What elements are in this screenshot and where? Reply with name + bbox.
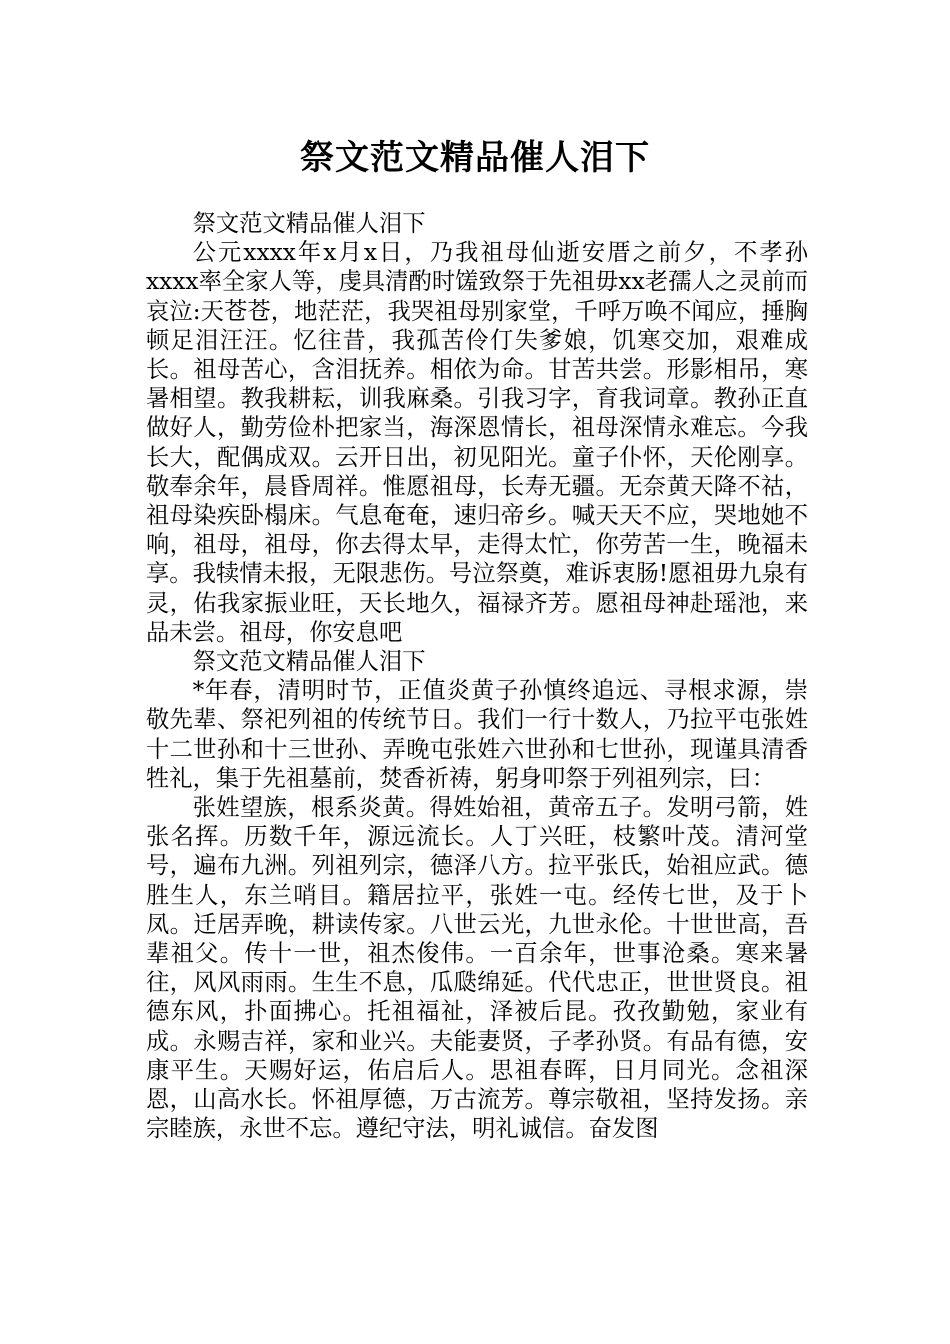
document-body — [146, 209, 808, 1144]
paragraph: 张姓望族，根系炎黄。得姓始祖，黄帝五子。发明弓箭，姓张名挥。历数千年，源远流长。人丁兴旺，枝繁叶茂。清河堂号，遍布九洲。列祖列宗，德泽八方。拉平张氏，始祖应武。德胜生人，东兰哨目。籍居拉平，张姓一屯。经传七世，及于卜凤。迁居弄晚，耕读传家。八世云光，九世永伦。十世世高，吾辈祖父。传十一世，祖杰俊伟。一百余年，世事沧桑。寒来暑往，风风雨雨。生生不息，瓜瓞绵延。代代忠正，世世贤良。祖德东风，扑面拂心。托祖福祉，泽被后昆。孜孜勤勉，家业有成。永赐吉祥，家和业兴。夫能妻贤，子孝孙贤。有品有德，安康平生。天赐好运，佑启后人。思祖春晖，日月同光。念祖深恩，山高水长。怀祖厚德，万古流芳。尊宗敬祖，坚持发扬。亲宗睦族，永世不忘。遵纪守法，明礼诚信。奋发图 — [146, 794, 808, 1143]
paragraph: 公元xxxx年x月x日，乃我祖母仙逝安厝之前夕，不孝孙xxxx率全家人等，虔具清酌时馐致祭于先祖毋xx老孺人之灵前而哀泣:天苍苍，地茫茫，我哭祖母别家堂，千呼万唤不闻应，捶胸顿足泪汪汪。忆往昔，我孤苦伶仃失爹娘，饥寒交加，艰难成长。祖母苦心，含泪抚养。相依为命。甘苦共尝。形影相吊，寒暑相望。教我耕耘，训我麻桑。引我习字，育我词章。教孙正直做好人，勤劳俭朴把家当，海深恩情长，祖母深情永难忘。今我长大，配偶成双。云开日出，初见阳光。童子仆怀，天伦刚享。敬奉余年，晨昏周祥。惟愿祖母，长寿无疆。无奈黄天降不祜，祖母染疾卧榻床。气息奄奄，速归帝乡。喊天天不应，哭地她不响，祖母，祖母，你去得太早，走得太忙，你劳苦一生，晚福未享。我犊情未报，无限悲伤。号泣祭奠，难诉衷肠!愿祖毋九泉有灵，佑我家振业旺，天长地久，福禄齐芳。愿祖母神赴瑶池，来品未尝。祖母，你安息吧 — [146, 239, 808, 646]
document-title: 祭文范文精品催人泪下 — [300, 138, 650, 178]
paragraph: *年春，清明时节，正值炎黄子孙慎终追远、寻根求源，崇敬先辈、祭祀列祖的传统节日。我们一行十数人，乃拉平屯张姓十二世孙和十三世孙、弄晚屯张姓六世孙和七世孙，现谨具清香牲礼，集于先祖墓前，焚香祈祷，躬身叩祭于列祖列宗，曰： — [146, 677, 808, 792]
section-heading: 祭文范文精品催人泪下 — [192, 648, 426, 676]
section-heading: 祭文范文精品催人泪下 — [192, 210, 426, 237]
